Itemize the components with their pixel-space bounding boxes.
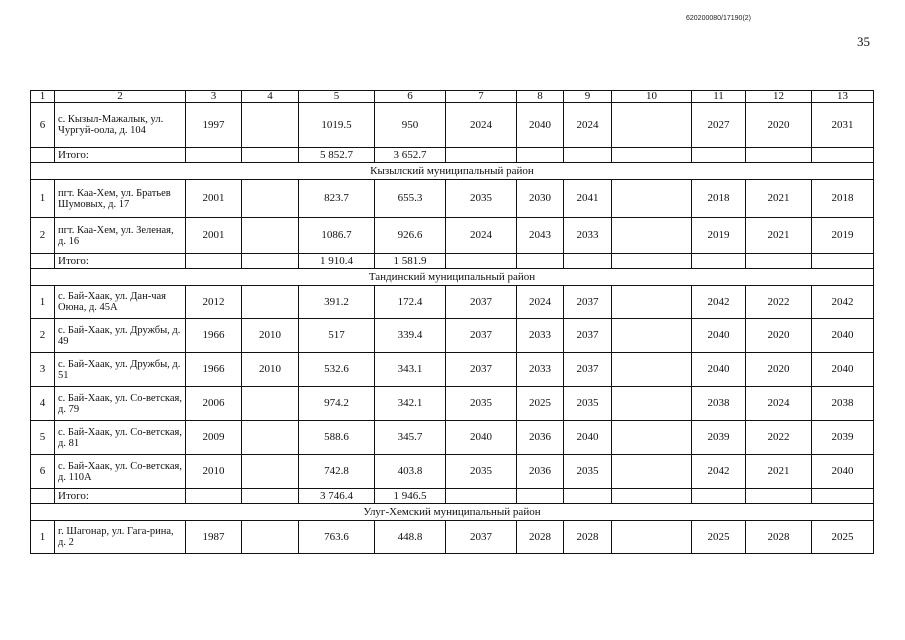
row-number: 3 xyxy=(31,353,55,387)
column-number-1: 1 xyxy=(31,91,55,103)
page-number: 35 xyxy=(857,34,870,49)
empty-cell xyxy=(446,148,517,163)
row-number: 1 xyxy=(31,180,55,218)
empty-cell xyxy=(242,148,299,163)
empty-cell xyxy=(186,148,242,163)
value-c6: 345.7 xyxy=(375,421,446,455)
total-area: 5 852.7 xyxy=(299,148,375,163)
value-c8: 2033 xyxy=(517,319,564,353)
value-c8: 2043 xyxy=(517,218,564,254)
value-c7: 2024 xyxy=(446,103,517,148)
empty-cell xyxy=(242,254,299,269)
value-c10 xyxy=(612,319,692,353)
value-c5: 1086.7 xyxy=(299,218,375,254)
table-row xyxy=(31,421,874,455)
address-cell: пгт. Каа-Хем, ул. Братьев Шумовых, д. 17 xyxy=(55,180,186,218)
value-c3: 2009 xyxy=(186,421,242,455)
value-c5: 742.8 xyxy=(299,455,375,489)
value-c4 xyxy=(242,180,299,218)
empty-cell xyxy=(564,489,612,504)
empty-cell xyxy=(746,489,812,504)
value-c8: 2036 xyxy=(517,455,564,489)
value-c6: 448.8 xyxy=(375,521,446,554)
address-cell: г. Шагонар, ул. Гага-рина, д. 2 xyxy=(55,521,186,554)
value-c8: 2028 xyxy=(517,521,564,554)
row-number: 1 xyxy=(31,286,55,319)
table-row xyxy=(31,103,874,148)
table-row xyxy=(31,521,874,554)
value-c3: 2001 xyxy=(186,180,242,218)
address-cell: пгт. Каа-Хем, ул. Зеленая, д. 16 xyxy=(55,218,186,254)
value-c4 xyxy=(242,521,299,554)
district-title: Улуг-Хемский муниципальный район xyxy=(31,504,874,521)
empty-cell xyxy=(692,254,746,269)
empty-cell xyxy=(612,489,692,504)
value-c6: 343.1 xyxy=(375,353,446,387)
total-row xyxy=(31,489,874,504)
table-row xyxy=(31,218,874,254)
empty-cell xyxy=(692,148,746,163)
empty-cell xyxy=(612,254,692,269)
value-c12: 2021 xyxy=(746,180,812,218)
empty-cell xyxy=(517,148,564,163)
empty-cell xyxy=(564,148,612,163)
value-c7: 2037 xyxy=(446,286,517,319)
total-row xyxy=(31,254,874,269)
value-c4 xyxy=(242,455,299,489)
value-c13: 2025 xyxy=(812,521,874,554)
row-number: 4 xyxy=(31,387,55,421)
row-number: 2 xyxy=(31,319,55,353)
value-c8: 2024 xyxy=(517,286,564,319)
value-c9: 2040 xyxy=(564,421,612,455)
total-area: 1 910.4 xyxy=(299,254,375,269)
value-c11: 2039 xyxy=(692,421,746,455)
value-c8: 2030 xyxy=(517,180,564,218)
value-c11: 2040 xyxy=(692,353,746,387)
column-number-4: 4 xyxy=(242,91,299,103)
district-header-row xyxy=(31,163,874,180)
value-c12: 2020 xyxy=(746,103,812,148)
value-c3: 2006 xyxy=(186,387,242,421)
column-number-11: 11 xyxy=(692,91,746,103)
total-row xyxy=(31,148,874,163)
value-c12: 2020 xyxy=(746,353,812,387)
value-c13: 2040 xyxy=(812,455,874,489)
empty-cell xyxy=(812,489,874,504)
value-c7: 2037 xyxy=(446,319,517,353)
value-c9: 2035 xyxy=(564,455,612,489)
value-c8: 2033 xyxy=(517,353,564,387)
row-number: 5 xyxy=(31,421,55,455)
value-c12: 2024 xyxy=(746,387,812,421)
address-cell: с. Бай-Хаак, ул. Дружбы, д. 51 xyxy=(55,353,186,387)
value-c6: 950 xyxy=(375,103,446,148)
district-title: Кызылский муниципальный район xyxy=(31,163,874,180)
value-c11: 2027 xyxy=(692,103,746,148)
table-row xyxy=(31,387,874,421)
value-c3: 1997 xyxy=(186,103,242,148)
value-c12: 2022 xyxy=(746,286,812,319)
value-c3: 1966 xyxy=(186,353,242,387)
value-c10 xyxy=(612,103,692,148)
address-cell: с. Бай-Хаак, ул. Дружбы, д. 49 xyxy=(55,319,186,353)
value-c9: 2024 xyxy=(564,103,612,148)
empty-cell xyxy=(186,489,242,504)
empty-cell xyxy=(446,254,517,269)
value-c10 xyxy=(612,455,692,489)
empty-cell xyxy=(31,148,55,163)
value-c12: 2020 xyxy=(746,319,812,353)
value-c13: 2019 xyxy=(812,218,874,254)
value-c11: 2042 xyxy=(692,455,746,489)
value-c13: 2042 xyxy=(812,286,874,319)
value-c3: 1987 xyxy=(186,521,242,554)
empty-cell xyxy=(517,254,564,269)
value-c9: 2033 xyxy=(564,218,612,254)
address-cell: с. Бай-Хаак, ул. Со-ветская, д. 110А xyxy=(55,455,186,489)
value-c10 xyxy=(612,286,692,319)
total-living-area: 1 581.9 xyxy=(375,254,446,269)
value-c9: 2037 xyxy=(564,353,612,387)
value-c6: 342.1 xyxy=(375,387,446,421)
column-number-8: 8 xyxy=(517,91,564,103)
table-row xyxy=(31,286,874,319)
column-number-9: 9 xyxy=(564,91,612,103)
value-c10 xyxy=(612,421,692,455)
value-c10 xyxy=(612,180,692,218)
value-c3: 2012 xyxy=(186,286,242,319)
row-number: 2 xyxy=(31,218,55,254)
value-c6: 655.3 xyxy=(375,180,446,218)
address-cell: с. Бай-Хаак, ул. Со-ветская, д. 81 xyxy=(55,421,186,455)
value-c10 xyxy=(612,353,692,387)
empty-cell xyxy=(31,254,55,269)
value-c7: 2024 xyxy=(446,218,517,254)
value-c4: 2010 xyxy=(242,353,299,387)
row-number: 6 xyxy=(31,455,55,489)
column-number-2: 2 xyxy=(55,91,186,103)
value-c9: 2035 xyxy=(564,387,612,421)
empty-cell xyxy=(812,148,874,163)
row-number: 6 xyxy=(31,103,55,148)
district-header-row xyxy=(31,504,874,521)
value-c11: 2025 xyxy=(692,521,746,554)
total-label: Итого: xyxy=(55,148,186,163)
value-c5: 588.6 xyxy=(299,421,375,455)
empty-cell xyxy=(746,254,812,269)
table-row xyxy=(31,455,874,489)
value-c9: 2041 xyxy=(564,180,612,218)
empty-cell xyxy=(31,489,55,504)
value-c4 xyxy=(242,387,299,421)
address-cell: с. Бай-Хаак, ул. Дан-чая Оюна, д. 45А xyxy=(55,286,186,319)
district-header-row xyxy=(31,269,874,286)
empty-cell xyxy=(517,489,564,504)
value-c9: 2037 xyxy=(564,319,612,353)
value-c6: 926.6 xyxy=(375,218,446,254)
value-c8: 2025 xyxy=(517,387,564,421)
value-c7: 2037 xyxy=(446,521,517,554)
value-c13: 2031 xyxy=(812,103,874,148)
value-c9: 2028 xyxy=(564,521,612,554)
value-c5: 763.6 xyxy=(299,521,375,554)
total-living-area: 3 652.7 xyxy=(375,148,446,163)
column-number-13: 13 xyxy=(812,91,874,103)
value-c10 xyxy=(612,387,692,421)
district-title: Тандинский муниципальный район xyxy=(31,269,874,286)
value-c4 xyxy=(242,286,299,319)
empty-cell xyxy=(564,254,612,269)
value-c5: 517 xyxy=(299,319,375,353)
value-c11: 2038 xyxy=(692,387,746,421)
housing-table xyxy=(30,90,874,554)
value-c5: 823.7 xyxy=(299,180,375,218)
value-c8: 2040 xyxy=(517,103,564,148)
column-number-5: 5 xyxy=(299,91,375,103)
column-number-6: 6 xyxy=(375,91,446,103)
value-c6: 339.4 xyxy=(375,319,446,353)
value-c7: 2037 xyxy=(446,353,517,387)
empty-cell xyxy=(746,148,812,163)
value-c13: 2038 xyxy=(812,387,874,421)
total-label: Итого: xyxy=(55,489,186,504)
value-c12: 2021 xyxy=(746,455,812,489)
value-c7: 2035 xyxy=(446,180,517,218)
total-label: Итого: xyxy=(55,254,186,269)
value-c11: 2040 xyxy=(692,319,746,353)
document-code: 620200080/17190(2) xyxy=(686,15,752,22)
address-cell: с. Кызыл-Мажалык, ул. Чургуй-оола, д. 104 xyxy=(55,103,186,148)
value-c6: 403.8 xyxy=(375,455,446,489)
value-c7: 2040 xyxy=(446,421,517,455)
value-c10 xyxy=(612,521,692,554)
value-c3: 1966 xyxy=(186,319,242,353)
value-c7: 2035 xyxy=(446,455,517,489)
value-c3: 2010 xyxy=(186,455,242,489)
total-living-area: 1 946.5 xyxy=(375,489,446,504)
value-c7: 2035 xyxy=(446,387,517,421)
value-c4: 2010 xyxy=(242,319,299,353)
empty-cell xyxy=(186,254,242,269)
value-c11: 2018 xyxy=(692,180,746,218)
empty-cell xyxy=(812,254,874,269)
value-c11: 2019 xyxy=(692,218,746,254)
value-c5: 1019.5 xyxy=(299,103,375,148)
value-c4 xyxy=(242,103,299,148)
value-c13: 2018 xyxy=(812,180,874,218)
column-number-7: 7 xyxy=(446,91,517,103)
value-c13: 2040 xyxy=(812,353,874,387)
value-c8: 2036 xyxy=(517,421,564,455)
column-number-row xyxy=(31,91,874,103)
value-c9: 2037 xyxy=(564,286,612,319)
value-c3: 2001 xyxy=(186,218,242,254)
table-row xyxy=(31,319,874,353)
value-c4 xyxy=(242,218,299,254)
column-number-12: 12 xyxy=(746,91,812,103)
value-c13: 2040 xyxy=(812,319,874,353)
empty-cell xyxy=(612,148,692,163)
row-number: 1 xyxy=(31,521,55,554)
value-c12: 2028 xyxy=(746,521,812,554)
value-c5: 391.2 xyxy=(299,286,375,319)
value-c5: 974.2 xyxy=(299,387,375,421)
table-row xyxy=(31,353,874,387)
total-area: 3 746.4 xyxy=(299,489,375,504)
value-c13: 2039 xyxy=(812,421,874,455)
value-c6: 172.4 xyxy=(375,286,446,319)
empty-cell xyxy=(446,489,517,504)
value-c11: 2042 xyxy=(692,286,746,319)
empty-cell xyxy=(242,489,299,504)
address-cell: с. Бай-Хаак, ул. Со-ветская, д. 79 xyxy=(55,387,186,421)
value-c4 xyxy=(242,421,299,455)
table-row xyxy=(31,180,874,218)
value-c10 xyxy=(612,218,692,254)
empty-cell xyxy=(692,489,746,504)
value-c5: 532.6 xyxy=(299,353,375,387)
column-number-10: 10 xyxy=(612,91,692,103)
value-c12: 2021 xyxy=(746,218,812,254)
column-number-3: 3 xyxy=(186,91,242,103)
value-c12: 2022 xyxy=(746,421,812,455)
